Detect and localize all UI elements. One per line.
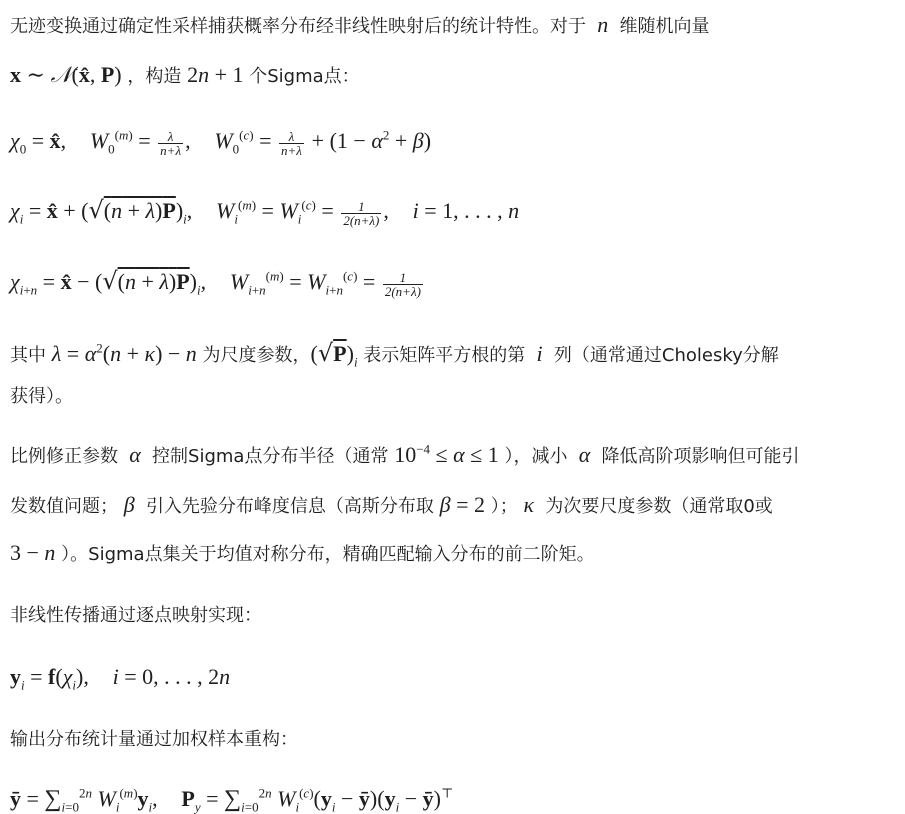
para3-text-d: 列（通常通过Cholesky分解 — [553, 345, 779, 366]
para4-line2: 发数值问题； β 引入先验分布峰度信息（高斯分布取 β = 2 ）； κ 为次要尺度参数（通常取0或 — [10, 492, 773, 517]
para4-text-i: ）。Sigma点集关于均值对称分布，精确匹配输入分布的前二阶矩。 — [61, 544, 595, 565]
para4-line1: 比例修正参数 α 控制Sigma点分布半径（通常 $10^{-4} \le \alpha \le 1$ ），减小 α 降低高阶项影响但可能引 — [10, 441, 800, 467]
para6-line — [10, 727, 298, 753]
para4-text-c: ），减小 — [504, 446, 568, 467]
equation-chi-i: $\chi_i$ = x̂ + $(√(n + \lambda)P)_i$, $W_i^{(m)} = W_i^{(c)}$ = $\frac{1}{2(n+\lambda)}$ , i = 1, . . . , n — [10, 196, 520, 228]
equation-chi-in: $\chi_{i+n}$ = x̂ − $(√(n + \lambda)P)_i$, $W_{i+n}^{(m)} = W_{i+n}^{(c)}$ = $\frac{1}{2(n+\lambda)}$ — [10, 267, 421, 299]
para1-text-a: 无迹变换通过确定性采样捕获概率分布经非线性映射后的统计特性。对于 — [10, 16, 586, 37]
para4-text-a: 比例修正参数 — [10, 446, 118, 467]
para4-text-b: 控制Sigma点分布半径（通常 — [152, 446, 389, 467]
para4-line3: 3 − n ）。Sigma点集关于均值对称分布，精确匹配输入分布的前二阶矩。 — [10, 540, 595, 565]
para3-line1: 其中 $\lambda = \alpha^2(n + \kappa) - n$ 为尺度参数，$(√P)_i$ 表示矩阵平方根的第 i 列（通常通过Cholesky分解 — [10, 339, 779, 370]
para4-text-d: 降低高阶项影响但可能引 — [601, 446, 800, 467]
para4-text-e: 发数值问题； — [10, 496, 118, 517]
equation-yi: $y_i = f(\chi_i)$, i = 0, . . . , 2n — [10, 664, 231, 693]
para3-line2 — [10, 384, 73, 410]
math-n: n — [591, 12, 614, 37]
para1-text-b: 维随机向量 — [619, 16, 710, 37]
para4-text-g: ）； — [490, 496, 518, 517]
para3-text-b: 为尺度参数， — [202, 345, 311, 366]
para3-text-c: 表示矩阵平方根的第 — [363, 345, 526, 366]
para1-line — [10, 12, 709, 40]
para5-line — [10, 603, 262, 629]
para2-text-a: ，构造 — [127, 66, 182, 87]
math-lambda-def: $\lambda = \alpha^2(n + \kappa) - n$ — [51, 340, 197, 366]
para3-text-e: 获得）。 — [10, 386, 73, 407]
para6-text: 输出分布统计量通过加权样本重构： — [10, 729, 298, 750]
equation-ybar: ȳ = $\sum_{i=0}^{2n}$ $W_i^{(m)}y_i$, $P_y = \sum_{i=0}^{2n}$ $W_i^{(c)}(y_i$ − $ȳ)(y_i$ − ȳ)⊤ — [10, 785, 454, 814]
para5-text: 非线性传播通过逐点映射实现： — [10, 605, 262, 626]
para3-text-a: 其中 — [10, 345, 46, 366]
para2-text-b: 个Sigma点： — [249, 66, 360, 87]
math-2n1: 2n + 1 — [187, 62, 244, 87]
para2-line — [10, 62, 360, 90]
para4-text-h: 为次要尺度参数（通常取0或 — [545, 496, 773, 517]
para4-text-f: 引入先验分布峰度信息（高斯分布取 — [145, 496, 434, 517]
equation-chi0: $\chi_0$ = x̂, $W_0^{(m)}$ = $\frac{\lambda}{n+\lambda}$ , $W_0^{(c)}$ = $\frac{\lambda}{n+\lambda}$ + $(1 - \alpha^2 + \beta)$ — [10, 127, 432, 158]
math-x-dist: x ∼ 𝒩(x̂, P) — [10, 62, 122, 88]
